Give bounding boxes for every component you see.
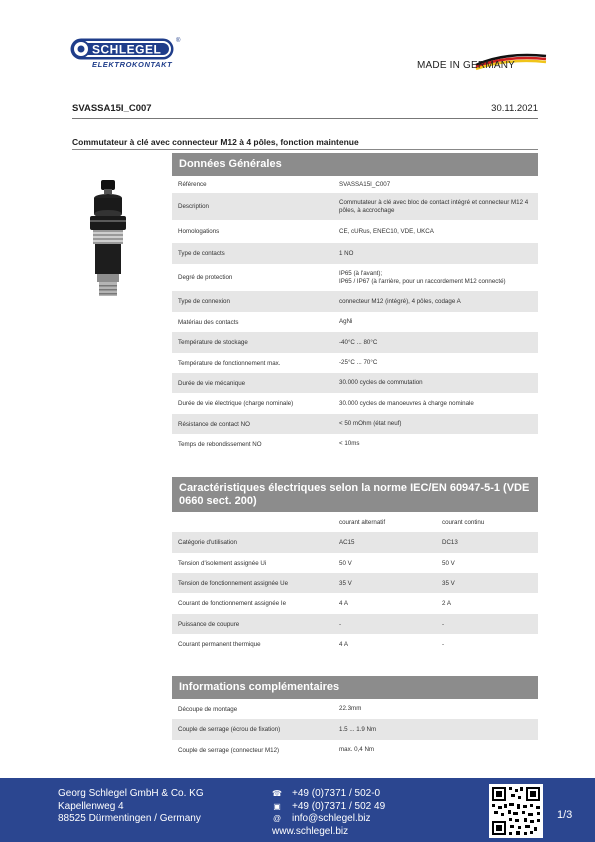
email-line — [272, 813, 385, 826]
table-row — [172, 264, 538, 291]
row-value-dc: 35 V — [442, 579, 455, 587]
row-value: max. 0,4 Nm — [339, 746, 375, 753]
table-row — [172, 312, 538, 332]
header-divider — [72, 118, 538, 119]
row-value-line: IP65 / IP67 (à l'arrière, pour un raccordement M12 connecté) — [339, 277, 506, 285]
row-value — [339, 270, 506, 286]
fax-number: +49 (0)7371 / 502 49 — [292, 800, 386, 812]
phone-line — [272, 788, 385, 801]
row-value: connecteur M12 (intégré), 4 pôles, codage A — [339, 297, 461, 305]
registered-mark: ® — [176, 38, 181, 44]
row-value-line: IP65 (à l'avant); — [339, 269, 383, 277]
page-number: 1/3 — [557, 809, 573, 821]
document-title: Commutateur à clé avec connecteur M12 à 4 pôles, fonction maintenue — [72, 137, 359, 147]
document-reference: SVASSA15I_C007 — [72, 103, 152, 114]
row-label: Durée de vie mécanique — [178, 379, 246, 387]
table-row — [172, 434, 538, 454]
row-value-ac: 4 A — [339, 600, 348, 607]
row-value: 30.000 cycles de manoeuvres à charge nominale — [339, 399, 474, 407]
document-date: 30.11.2021 — [491, 103, 538, 114]
row-value: -40°C ... 80°C — [339, 338, 378, 346]
row-value-dc: - — [442, 640, 445, 648]
row-label: Temps de rebondissement NO — [178, 440, 262, 448]
row-value: Commutateur à clé avec bloc de contact intégré et connecteur M12 4 pôles, à accrochage — [339, 198, 529, 214]
table-row — [172, 220, 538, 243]
row-label: Courant permanent thermique — [178, 640, 261, 648]
email-icon: @ — [272, 814, 282, 823]
additional-info-heading: Informations complémentaires — [172, 676, 538, 699]
row-label: Homologations — [178, 228, 220, 235]
row-value-ac: - — [339, 620, 342, 628]
made-in-germany: MADE IN GERMANY — [417, 60, 516, 71]
row-value: < 50 mOhm (état neuf) — [339, 420, 402, 427]
phone-number[interactable]: +49 (0)7371 / 502-0 — [292, 788, 381, 799]
website-link[interactable]: www.schlegel.biz — [272, 825, 349, 837]
table-row — [172, 353, 538, 373]
column-header-dc: courant continu — [442, 518, 485, 526]
row-label: Courant de fonctionnement assignée Ie — [178, 600, 287, 607]
title-divider — [72, 149, 538, 150]
row-label: Catégorie d'utilisation — [178, 539, 237, 546]
table-row — [172, 634, 538, 654]
row-value-dc: 2 A — [442, 600, 451, 607]
schlegel-logo — [70, 38, 190, 72]
row-label: Température de stockage — [178, 339, 248, 346]
footer — [0, 778, 595, 842]
key-switch-product-image — [78, 176, 138, 306]
row-value-dc: - — [442, 620, 445, 628]
table-row — [172, 573, 538, 593]
row-label: Tension d'isolement assignée Ui — [178, 559, 267, 567]
table-row — [172, 553, 538, 573]
row-label: Matériau des contacts — [178, 318, 239, 326]
table-row — [172, 393, 538, 414]
table-header-row — [172, 512, 538, 532]
column-header-ac: courant alternatif — [339, 518, 386, 526]
row-value: < 10ms — [339, 440, 360, 447]
general-data-heading: Données Générales — [172, 153, 538, 176]
row-value: 30.000 cycles de commutation — [339, 379, 423, 386]
table-row — [172, 332, 538, 353]
row-label: Type de contacts — [178, 250, 225, 257]
row-value-ac: 4 A — [339, 640, 348, 648]
electrical-characteristics-heading: Caractéristiques électriques selon la norme IEC/EN 60947-5-1 (VDE 0660 sect. 200) — [172, 477, 538, 512]
row-value: SVASSA15I_C007 — [339, 180, 391, 188]
row-value-dc: 50 V — [442, 559, 455, 567]
row-label: Description — [178, 203, 209, 210]
row-value-ac: 50 V — [339, 559, 352, 567]
table-row — [172, 291, 538, 312]
logo-subtitle: ELEKTROKONTAKT — [92, 60, 173, 69]
schlegel-logo-badge — [70, 38, 174, 60]
row-value: 22.3mm — [339, 705, 362, 712]
qr-code-icon — [489, 784, 543, 838]
table-row — [172, 614, 538, 634]
row-label: Température de fonctionnement max. — [178, 359, 281, 367]
company-street: Kapellenweg 4 — [58, 800, 124, 812]
phone-icon: ☎ — [272, 789, 282, 798]
web-line — [272, 826, 385, 839]
row-label: Puissance de coupure — [178, 620, 240, 628]
company-city: 88525 Dürmentingen / Germany — [58, 813, 201, 824]
company-contact — [272, 788, 385, 838]
row-value-ac: 35 V — [339, 579, 352, 587]
row-value: 1 NO — [339, 249, 354, 257]
row-value: 1.5 ... 1.9 Nm — [339, 725, 377, 733]
table-row — [172, 740, 538, 760]
table-row — [172, 532, 538, 553]
row-label: Résistance de contact NO — [178, 420, 250, 428]
table-row — [172, 699, 538, 719]
table-row — [172, 243, 538, 264]
row-value-dc: DC13 — [442, 539, 458, 546]
row-label: Type de connexion — [178, 298, 230, 305]
logo-brand-text: SCHLEGEL — [92, 42, 162, 57]
table-row — [172, 414, 538, 434]
row-label: Degré de protection — [178, 274, 233, 281]
row-label: Référence — [178, 181, 207, 188]
row-label: Découpe de montage — [178, 705, 238, 713]
row-label: Couple de serrage (connecteur M12) — [178, 746, 280, 754]
fax-line — [272, 801, 385, 814]
table-row — [172, 193, 538, 220]
company-name: Georg Schlegel GmbH & Co. KG — [58, 788, 204, 799]
email-link[interactable]: info@schlegel.biz — [292, 813, 371, 824]
table-row — [172, 719, 538, 740]
table-row — [172, 373, 538, 393]
table-row — [172, 593, 538, 614]
row-value: AgNi — [339, 318, 353, 325]
row-label: Tension de fonctionnement assignée Ue — [178, 579, 289, 587]
row-label: Couple de serrage (écrou de fixation) — [178, 726, 281, 733]
table-row — [172, 176, 538, 193]
row-value: CE, cURus, ENEC10, VDE, UKCA — [339, 227, 434, 235]
row-label: Durée de vie électrique (charge nominale) — [178, 400, 294, 407]
row-value-ac: AC15 — [339, 539, 355, 546]
company-address — [58, 788, 204, 826]
fax-icon: ▣ — [273, 801, 281, 811]
row-value: -25°C ... 70°C — [339, 359, 378, 366]
